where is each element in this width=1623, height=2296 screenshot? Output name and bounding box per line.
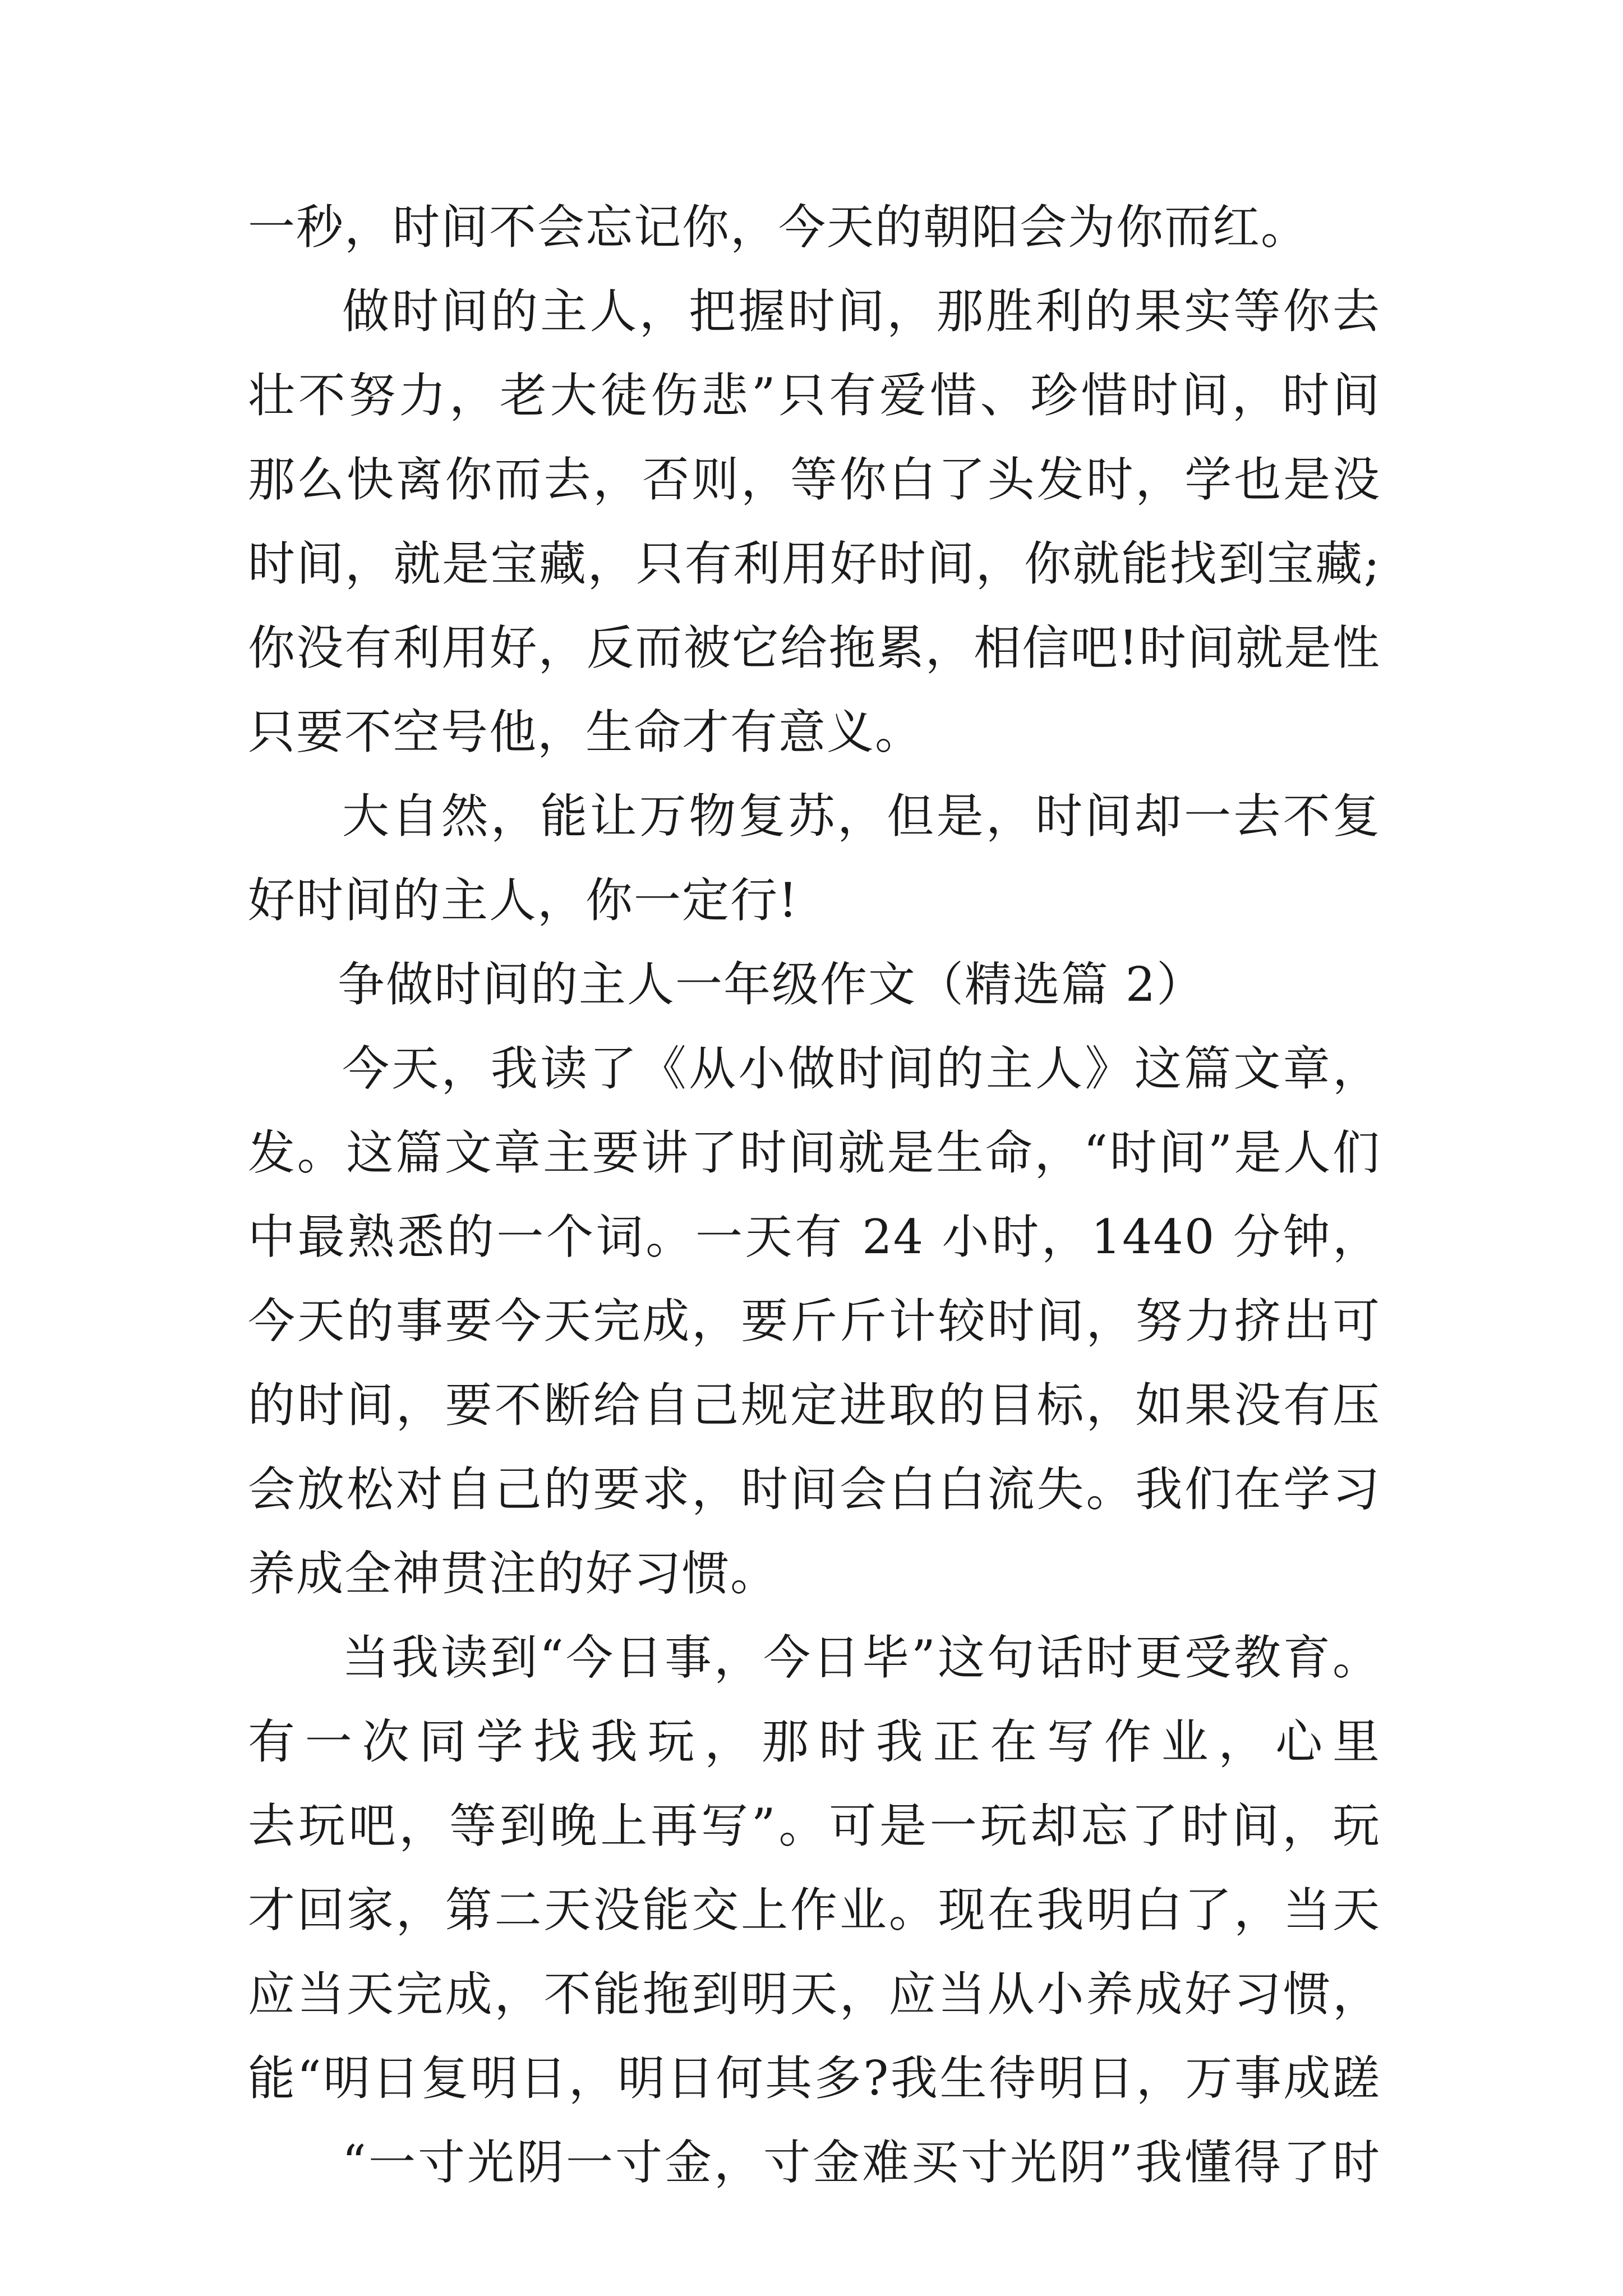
text-line: 当我读到“今日事，今日毕”这句话时更受教育。 — [342, 1630, 1381, 1685]
text-line: 大自然，能让万物复苏，但是，时间却一去不复 — [342, 789, 1381, 844]
text-line: 今天，我读了《从小做时间的主人》这篇文章， — [342, 1041, 1381, 1096]
text-line: 才回家，第二天没能交上作业。现在我明白了，当天 — [248, 1883, 1381, 1938]
text-line: 那么快离你而去，否则，等你白了头发时，学也是没 — [248, 452, 1381, 507]
text-line: 会放松对自己的要求，时间会白白流失。我们在学习 — [248, 1462, 1381, 1517]
document-body — [248, 185, 1381, 2205]
text-line: 做时间的主人，把握时间，那胜利的果实等你去 — [342, 284, 1381, 339]
text-line: 一秒，时间不会忘记你，今天的朝阳会为你而红。 — [248, 200, 1310, 255]
text-line: 只要不空号他，生命才有意义。 — [248, 705, 924, 760]
text-line: 去玩吧，等到晚上再写”。可是一玩却忘了时间，玩 — [248, 1798, 1381, 1853]
text-line: 你没有利用好，反而被它给拖累，相信吧!时间就是性 — [248, 620, 1381, 675]
text-line: 好时间的主人，你一定行! — [248, 873, 799, 928]
text-line: 能“明日复明日，明日何其多?我生待明日，万事成蹉 — [248, 2051, 1381, 2106]
text-line: “一寸光阴一寸金，寸金难买寸光阴”我懂得了时 — [342, 2135, 1381, 2190]
text-line: 发。这篇文章主要讲了时间就是生命，“时间”是人们 — [248, 1125, 1381, 1180]
section-heading: 争做时间的主人一年级作文（精选篇 2） — [338, 957, 1205, 1012]
text-line: 今天的事要今天完成，要斤斤计较时间，努力挤出可 — [248, 1294, 1381, 1349]
text-line: 有一次同学找我玩，那时我正在写作业，心里 — [248, 1714, 1381, 1769]
text-line: 的时间，要不断给自己规定进取的目标，如果没有压 — [248, 1378, 1381, 1433]
text-line: 壮不努力，老大徒伤悲”只有爱惜、珍惜时间，时间 — [248, 368, 1381, 423]
text-line: 时间，就是宝藏，只有利用好时间，你就能找到宝藏; — [248, 536, 1381, 591]
text-line: 应当天完成，不能拖到明天，应当从小养成好习惯， — [248, 1967, 1381, 2022]
text-line: 中最熟悉的一个词。一天有 24 小时，1440 分钟， — [248, 1209, 1381, 1264]
text-line: 养成全神贯注的好习惯。 — [248, 1546, 779, 1601]
